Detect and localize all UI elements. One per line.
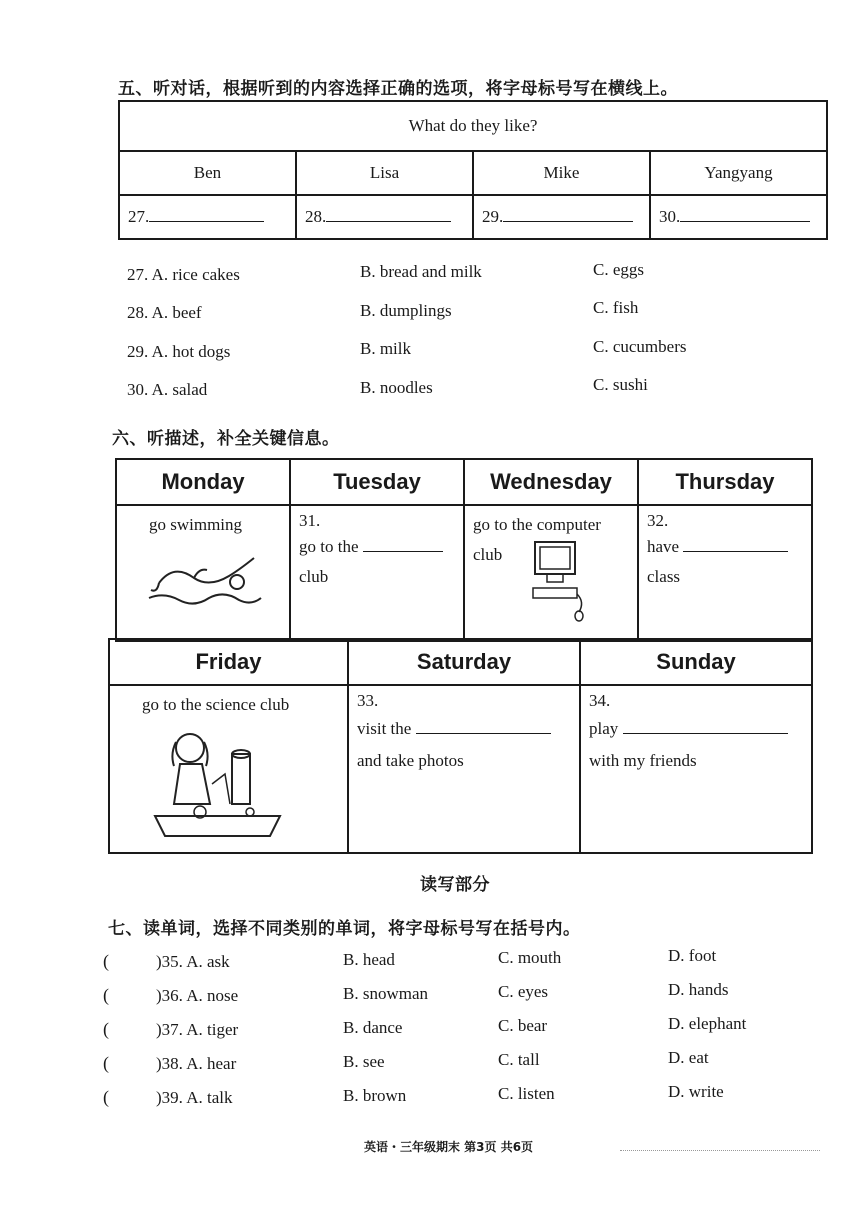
science-girl-illustration	[150, 724, 290, 844]
name-lisa: Lisa	[296, 151, 473, 195]
q35-option-c: C. mouth	[498, 948, 562, 967]
q28-option-c: C. fish	[593, 298, 639, 317]
thursday-number: 32.	[647, 511, 669, 530]
thursday-line1: have	[647, 537, 680, 556]
tuesday-line2: club	[299, 567, 329, 586]
q37-option-c: C. bear	[498, 1016, 548, 1035]
paren-37[interactable]: (	[103, 1019, 109, 1039]
page-footer: 英语・三年级期末 第3页 共6页	[364, 1140, 534, 1154]
blank-27: 27.	[128, 207, 150, 226]
sunday-line2: with my friends	[589, 751, 697, 770]
reading-writing-title: 读写部分	[420, 875, 490, 895]
section5-title: 五、听对话，根据听到的内容选择正确的选项，将字母标号写在横线上。	[118, 79, 678, 99]
answer-line-34[interactable]	[623, 733, 788, 734]
paren-39[interactable]: (	[103, 1087, 109, 1107]
day-wednesday: Wednesday	[464, 459, 638, 505]
section6-title: 六、听描述，补全关键信息。	[112, 429, 340, 449]
q35-option-d: D. foot	[668, 946, 717, 965]
sunday-line1: play	[589, 719, 619, 738]
q36-option-c: C. eyes	[498, 982, 549, 1001]
blank-29: 29.	[482, 207, 504, 226]
tuesday-line1: go to the	[299, 537, 359, 556]
monday-text: go swimming	[149, 515, 243, 534]
week-table-row2	[108, 638, 813, 854]
saturday-line2: and take photos	[357, 751, 464, 770]
answer-line-29[interactable]	[503, 221, 633, 222]
answer-cell-30	[650, 195, 827, 239]
answer-line-28[interactable]	[326, 221, 451, 222]
tuesday-cell	[290, 505, 464, 641]
wednesday-cell	[464, 505, 638, 641]
friday-text: go to the science club	[142, 695, 290, 714]
blank-30: 30.	[659, 207, 681, 226]
q37-option-d: D. elephant	[668, 1014, 747, 1033]
monday-cell	[116, 505, 290, 641]
computer-illustration	[529, 536, 589, 626]
q28-option-a: 28. A. beef	[127, 303, 202, 322]
q38-option-a: )38. A. hear	[156, 1054, 237, 1073]
q36-option-b: B. snowman	[343, 984, 428, 1003]
answer-line-31[interactable]	[363, 551, 443, 552]
q39-option-c: C. listen	[498, 1084, 555, 1103]
week-table-row1	[115, 458, 813, 642]
q29-option-c: C. cucumbers	[593, 337, 687, 356]
name-yangyang: Yangyang	[650, 151, 827, 195]
likes-table	[118, 100, 828, 240]
footer-divider	[620, 1150, 820, 1151]
day-tuesday: Tuesday	[290, 459, 464, 505]
name-ben: Ben	[119, 151, 296, 195]
q39-option-a: )39. A. talk	[156, 1088, 233, 1107]
day-sunday: Sunday	[580, 639, 812, 685]
thursday-cell	[638, 505, 812, 641]
day-monday: Monday	[116, 459, 290, 505]
q39-option-d: D. write	[668, 1082, 724, 1101]
wednesday-line2: club	[473, 545, 503, 564]
answer-line-30[interactable]	[680, 221, 810, 222]
q38-option-d: D. eat	[668, 1048, 709, 1067]
answer-line-33[interactable]	[416, 733, 551, 734]
q29-option-b: B. milk	[360, 339, 412, 358]
q30-option-b: B. noodles	[360, 378, 433, 397]
section7-title: 七、读单词，选择不同类别的单词，将字母标号写在括号内。	[108, 919, 581, 939]
q27-option-b: B. bread and milk	[360, 262, 482, 281]
paren-35[interactable]: (	[103, 951, 109, 971]
q35-option-a: )35. A. ask	[156, 952, 230, 971]
saturday-cell	[348, 685, 580, 853]
q37-option-b: B. dance	[343, 1018, 403, 1037]
answer-line-27[interactable]	[149, 221, 264, 222]
saturday-number: 33.	[357, 691, 379, 710]
q35-option-b: B. head	[343, 950, 395, 969]
paren-36[interactable]: (	[103, 985, 109, 1005]
q36-option-d: D. hands	[668, 980, 729, 999]
blank-28: 28.	[305, 207, 327, 226]
thursday-line2: class	[647, 567, 681, 586]
answer-cell-28	[296, 195, 473, 239]
q39-option-b: B. brown	[343, 1086, 407, 1105]
day-thursday: Thursday	[638, 459, 812, 505]
answer-line-32[interactable]	[683, 551, 788, 552]
q27-option-c: C. eggs	[593, 260, 644, 279]
q30-option-c: C. sushi	[593, 375, 648, 394]
q38-option-b: B. see	[343, 1052, 385, 1071]
saturday-line1: visit the	[357, 719, 412, 738]
wednesday-line1: go to the computer	[473, 515, 601, 534]
answer-cell-27	[119, 195, 296, 239]
day-saturday: Saturday	[348, 639, 580, 685]
q36-option-a: )36. A. nose	[156, 986, 239, 1005]
friday-cell	[109, 685, 348, 853]
sunday-cell	[580, 685, 812, 853]
paren-38[interactable]: (	[103, 1053, 109, 1073]
q27-option-a: 27. A. rice cakes	[127, 265, 240, 284]
q30-option-a: 30. A. salad	[127, 380, 208, 399]
q38-option-c: C. tall	[498, 1050, 540, 1069]
day-friday: Friday	[109, 639, 348, 685]
sunday-number: 34.	[589, 691, 611, 710]
q28-option-b: B. dumplings	[360, 301, 452, 320]
q29-option-a: 29. A. hot dogs	[127, 342, 231, 361]
tuesday-number: 31.	[299, 511, 321, 530]
name-mike: Mike	[473, 151, 650, 195]
swimmer-illustration	[139, 548, 269, 618]
answer-cell-29	[473, 195, 650, 239]
q37-option-a: )37. A. tiger	[156, 1020, 239, 1039]
table-title: What do they like?	[119, 101, 827, 151]
